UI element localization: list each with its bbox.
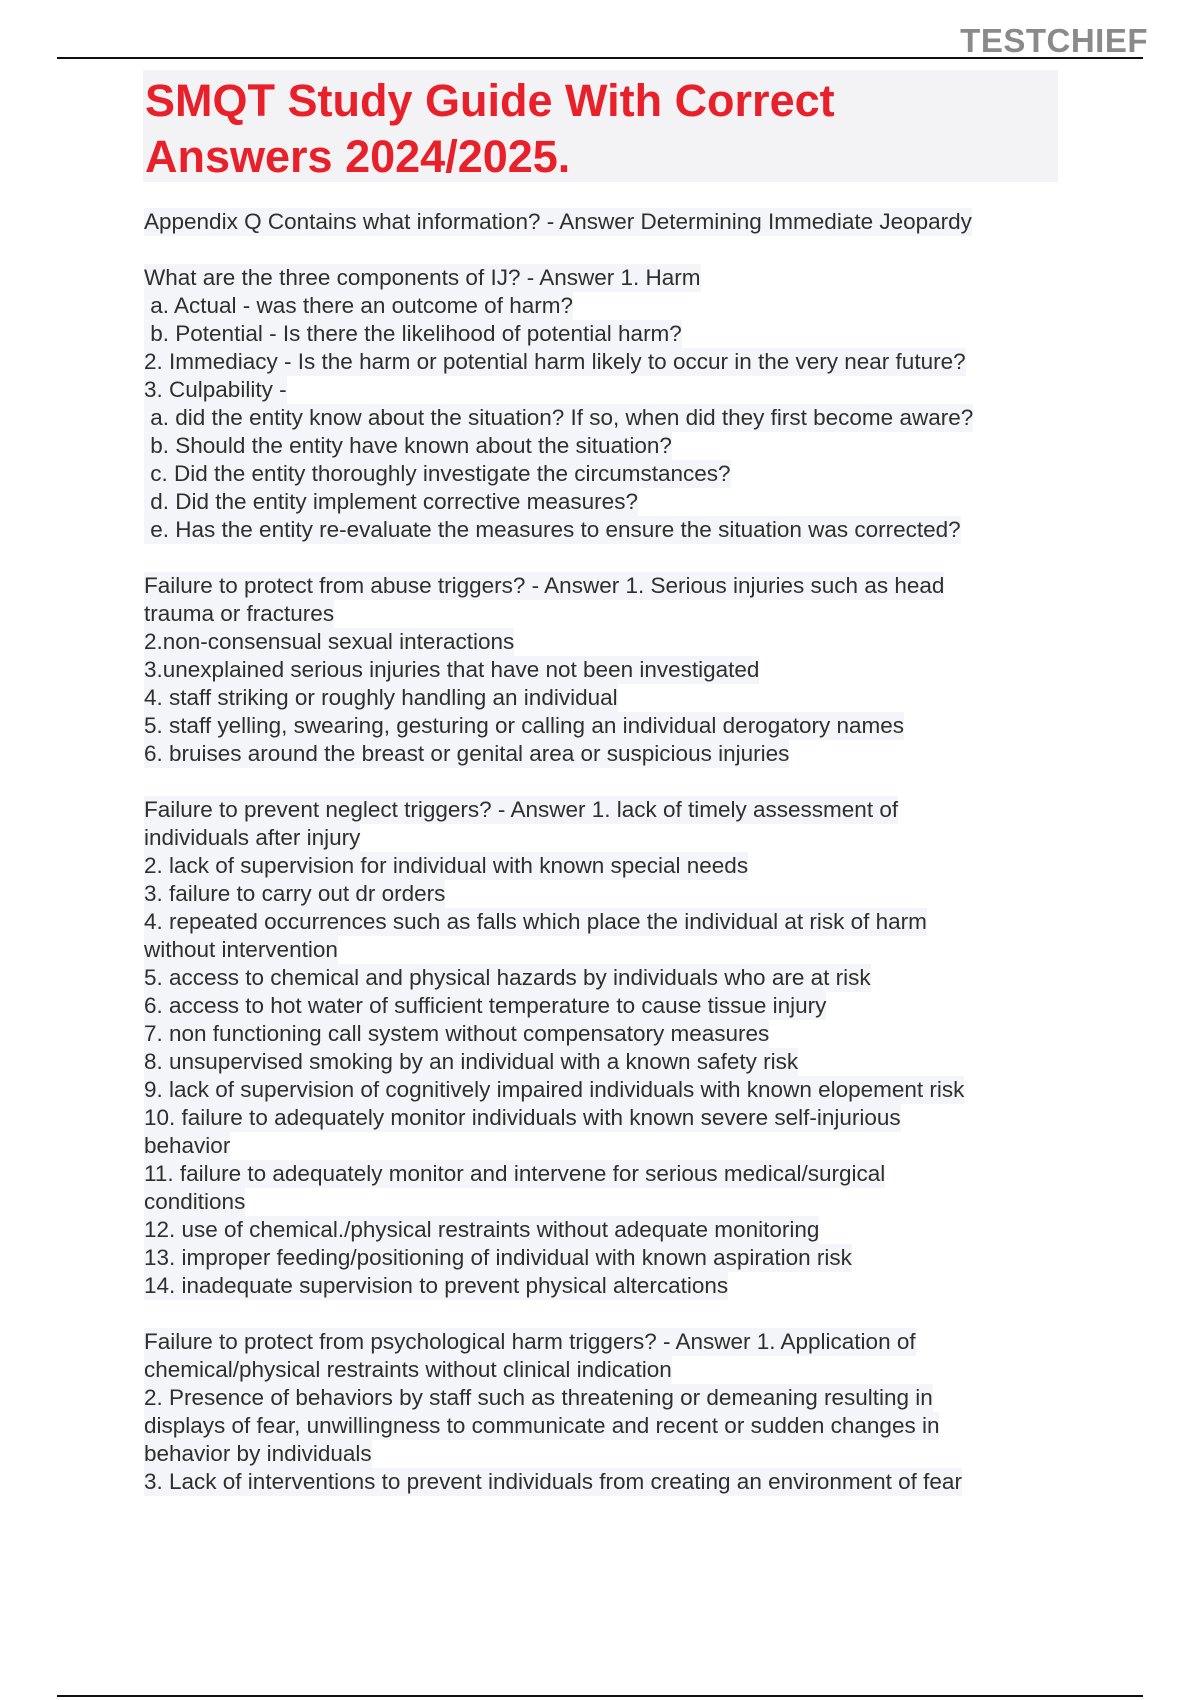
answer-line: 12. use of chemical./physical restraints without adequate monitoring bbox=[144, 1217, 820, 1242]
answer-line: chemical/physical restraints without clinical indication bbox=[144, 1357, 672, 1382]
answer-line: behavior by individuals bbox=[144, 1441, 372, 1466]
answer-line: 3. Culpability - bbox=[144, 377, 287, 402]
header-rule bbox=[57, 57, 1143, 59]
answer-line: 4. staff striking or roughly handling an individual bbox=[144, 685, 618, 710]
answer-line: 7. non functioning call system without compensatory measures bbox=[144, 1021, 770, 1046]
answer-line: 2.non-consensual sexual interactions bbox=[144, 629, 515, 654]
answer-line: 5. access to chemical and physical hazards by individuals who are at risk bbox=[144, 965, 871, 990]
answer-line: a. did the entity know about the situation? If so, when did they first become aware? bbox=[144, 405, 974, 430]
answer-line: trauma or fractures bbox=[144, 601, 335, 626]
answer-line: displays of fear, unwillingness to communicate and recent or sudden changes in bbox=[144, 1413, 940, 1438]
answer-line: 8. unsupervised smoking by an individual with a known safety risk bbox=[144, 1049, 799, 1074]
answer-line: behavior bbox=[144, 1133, 231, 1158]
answer-line: 2. lack of supervision for individual with known special needs bbox=[144, 853, 749, 878]
study-guide-content bbox=[144, 208, 1064, 1524]
answer-line: 3.unexplained serious injuries that have not been investigated bbox=[144, 657, 760, 682]
watermark: TESTCHIEF bbox=[960, 22, 1148, 59]
answer-line: without intervention bbox=[144, 937, 338, 962]
answer-line: individuals after injury bbox=[144, 825, 361, 850]
qa-block bbox=[144, 572, 1064, 768]
question-line: Failure to prevent neglect triggers? - Answer 1. lack of timely assessment of bbox=[144, 797, 899, 822]
answer-line: 13. improper feeding/positioning of individual with known aspiration risk bbox=[144, 1245, 852, 1270]
qa-block bbox=[144, 208, 1064, 236]
answer-line: 2. Presence of behaviors by staff such as threatening or demeaning resulting in bbox=[144, 1385, 933, 1410]
answer-line: d. Did the entity implement corrective measures? bbox=[144, 489, 638, 514]
title-block bbox=[143, 70, 1058, 182]
question-line: Failure to protect from psychological harm triggers? - Answer 1. Application of bbox=[144, 1329, 916, 1354]
title-line-2: Answers 2024/2025. bbox=[145, 131, 571, 182]
answer-line: 14. inadequate supervision to prevent physical altercations bbox=[144, 1273, 729, 1298]
qa-block bbox=[144, 264, 1064, 544]
answer-line: 2. Immediacy - Is the harm or potential harm likely to occur in the very near future? bbox=[144, 349, 966, 374]
answer-line: a. Actual - was there an outcome of harm? bbox=[144, 293, 573, 318]
answer-line: 4. repeated occurrences such as falls which place the individual at risk of harm bbox=[144, 909, 927, 934]
question-line: What are the three components of IJ? - Answer 1. Harm bbox=[144, 265, 701, 290]
title-line-1: SMQT Study Guide With Correct bbox=[145, 75, 835, 126]
answer-line: 5. staff yelling, swearing, gesturing or calling an individual derogatory names bbox=[144, 713, 905, 738]
answer-line: conditions bbox=[144, 1189, 246, 1214]
qa-block bbox=[144, 1328, 1064, 1496]
footer-rule bbox=[57, 1695, 1143, 1697]
page-title bbox=[143, 70, 1058, 185]
answer-line: 3. failure to carry out dr orders bbox=[144, 881, 446, 906]
answer-line: c. Did the entity thoroughly investigate the circumstances? bbox=[144, 461, 731, 486]
answer-line: b. Should the entity have known about the situation? bbox=[144, 433, 672, 458]
question-line: Appendix Q Contains what information? - Answer Determining Immediate Jeopardy bbox=[144, 209, 972, 234]
answer-line: 6. bruises around the breast or genital area or suspicious injuries bbox=[144, 741, 790, 766]
answer-line: b. Potential - Is there the likelihood of potential harm? bbox=[144, 321, 682, 346]
answer-line: 6. access to hot water of sufficient temperature to cause tissue injury bbox=[144, 993, 827, 1018]
question-line: Failure to protect from abuse triggers? - Answer 1. Serious injuries such as head bbox=[144, 573, 945, 598]
answer-line: 9. lack of supervision of cognitively impaired individuals with known elopement risk bbox=[144, 1077, 965, 1102]
qa-block bbox=[144, 796, 1064, 1300]
answer-line: 3. Lack of interventions to prevent individuals from creating an environment of fear bbox=[144, 1469, 962, 1494]
answer-line: 10. failure to adequately monitor individuals with known severe self-injurious bbox=[144, 1105, 901, 1130]
answer-line: e. Has the entity re-evaluate the measures to ensure the situation was corrected? bbox=[144, 517, 961, 542]
answer-line: 11. failure to adequately monitor and intervene for serious medical/surgical bbox=[144, 1161, 886, 1186]
